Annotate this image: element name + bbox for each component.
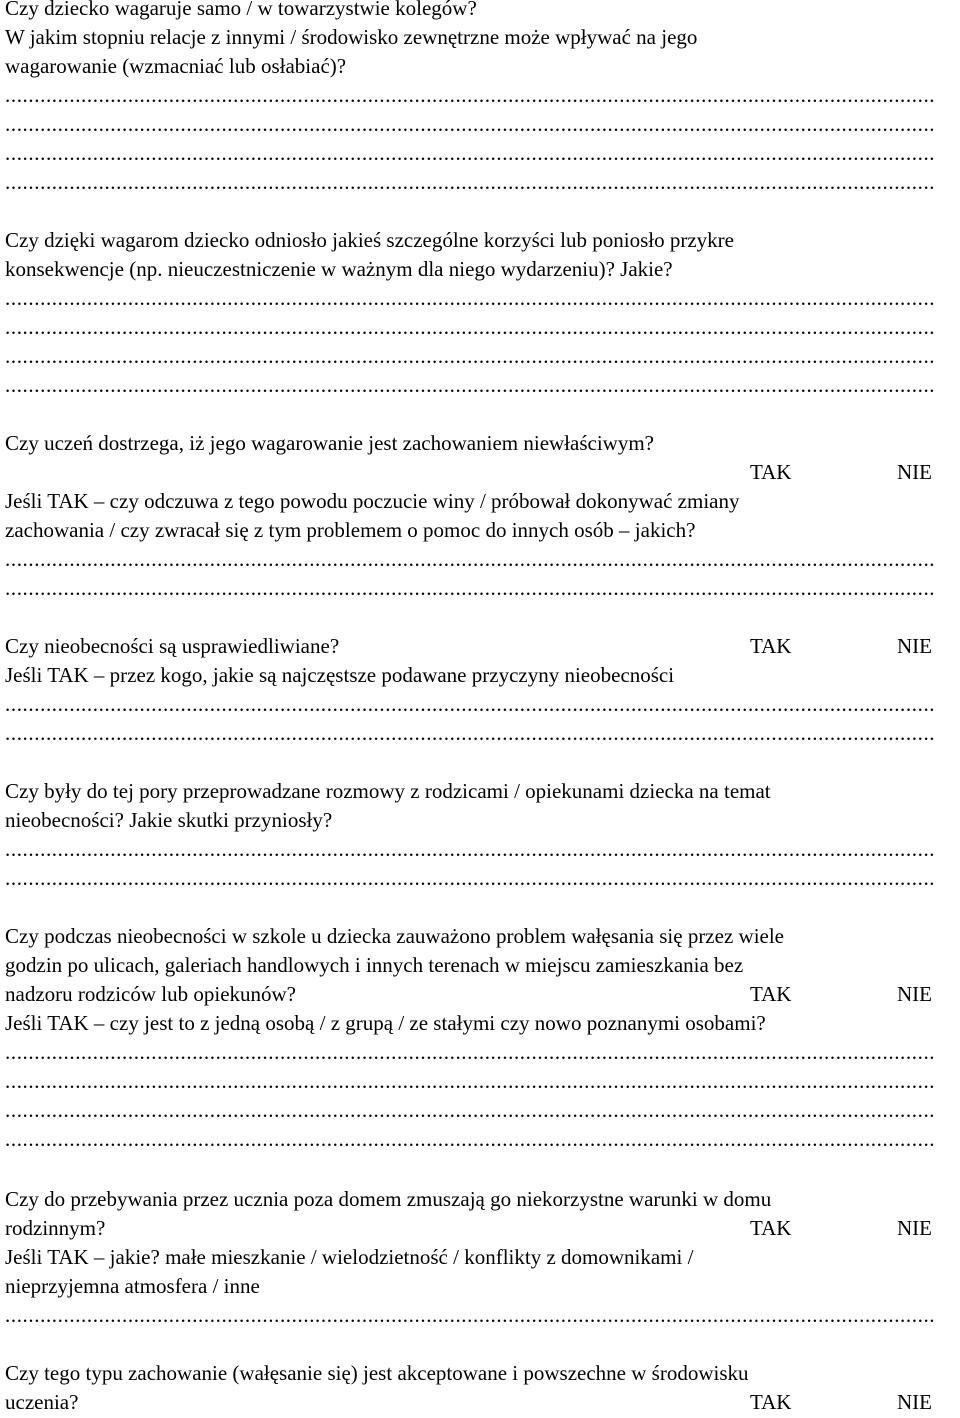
answer-dotted-line[interactable]: ...............................................................................................................................................................: [5, 286, 936, 310]
no-option[interactable]: NIE: [897, 634, 932, 658]
yes-option[interactable]: TAK: [750, 460, 792, 484]
question-text: Czy uczeń dostrzega, iż jego wagarowanie jest zachowaniem niewłaściwym?: [5, 431, 654, 455]
question-text: wagarowanie (wzmacniać lub osłabiać)?: [5, 54, 347, 78]
answer-dotted-line[interactable]: ...............................................................................................................................................................: [5, 1127, 936, 1151]
question-text: godzin po ulicach, galeriach handlowych i innych terenach w miejscu zamieszkania bez: [5, 953, 744, 977]
answer-dotted-line[interactable]: ...............................................................................................................................................................: [5, 692, 936, 716]
question-text: uczenia?: [5, 1390, 79, 1414]
answer-dotted-line[interactable]: ...............................................................................................................................................................: [5, 83, 936, 107]
question-text: Jeśli TAK – czy jest to z jedną osobą / z grupą / ze stałymi czy nowo poznanymi osobami?: [5, 1011, 766, 1035]
yes-option[interactable]: TAK: [750, 634, 792, 658]
answer-dotted-line[interactable]: ...............................................................................................................................................................: [5, 576, 936, 600]
question-text: Czy dzięki wagarom dziecko odniosło jakieś szczególne korzyści lub poniosło przykre: [5, 228, 734, 252]
answer-dotted-line[interactable]: ...............................................................................................................................................................: [5, 866, 936, 890]
question-text: nadzoru rodziców lub opiekunów?: [5, 982, 296, 1006]
question-text: nieobecności? Jakie skutki przyniosły?: [5, 808, 333, 832]
no-option[interactable]: NIE: [897, 1216, 932, 1240]
no-option[interactable]: NIE: [897, 982, 932, 1006]
answer-dotted-line[interactable]: ...............................................................................................................................................................: [5, 1069, 936, 1093]
no-option[interactable]: NIE: [897, 1390, 932, 1414]
question-text: W jakim stopniu relacje z innymi / środowisko zewnętrzne może wpływać na jego: [5, 25, 698, 49]
yes-option[interactable]: TAK: [750, 982, 792, 1006]
question-text: Czy do przebywania przez ucznia poza domem zmuszają go niekorzystne warunki w domu: [5, 1187, 772, 1211]
yes-option[interactable]: TAK: [750, 1216, 792, 1240]
question-text: Czy były do tej pory przeprowadzane rozmowy z rodzicami / opiekunami dziecka na temat: [5, 779, 771, 803]
question-text: Jeśli TAK – czy odczuwa z tego powodu poczucie winy / próbował dokonywać zmiany: [5, 489, 740, 513]
yes-option[interactable]: TAK: [750, 1390, 792, 1414]
answer-dotted-line[interactable]: ...............................................................................................................................................................: [5, 721, 936, 745]
answer-dotted-line[interactable]: ...............................................................................................................................................................: [5, 344, 936, 368]
question-text: zachowania / czy zwracał się z tym problemem o pomoc do innych osób – jakich?: [5, 518, 696, 542]
answer-dotted-line[interactable]: ...............................................................................................................................................................: [5, 373, 936, 397]
no-option[interactable]: NIE: [897, 460, 932, 484]
answer-dotted-line[interactable]: ...............................................................................................................................................................: [5, 547, 936, 571]
question-text: konsekwencje (np. nieuczestniczenie w ważnym dla niego wydarzeniu)? Jakie?: [5, 257, 673, 281]
answer-dotted-line[interactable]: ...............................................................................................................................................................: [5, 315, 936, 339]
answer-dotted-line[interactable]: ...............................................................................................................................................................: [5, 837, 936, 861]
answer-dotted-line[interactable]: ...............................................................................................................................................................: [5, 1098, 936, 1122]
answer-dotted-line[interactable]: ...............................................................................................................................................................: [5, 1040, 936, 1064]
answer-dotted-line[interactable]: ...............................................................................................................................................................: [5, 170, 936, 194]
question-text: Czy tego typu zachowanie (wałęsanie się) jest akceptowane i powszechne w środowisku: [5, 1361, 749, 1385]
question-text: Czy dziecko wagaruje samo / w towarzystwie kolegów?: [5, 0, 477, 20]
question-text: Czy nieobecności są usprawiedliwiane?: [5, 634, 340, 658]
answer-dotted-line[interactable]: ...............................................................................................................................................................: [5, 141, 936, 165]
answer-dotted-line[interactable]: ...............................................................................................................................................................: [5, 112, 936, 136]
question-text: Jeśli TAK – przez kogo, jakie są najczęstsze podawane przyczyny nieobecności: [5, 663, 675, 687]
question-text: nieprzyjemna atmosfera / inne: [5, 1274, 260, 1298]
answer-dotted-line[interactable]: ...............................................................................................................................................................: [5, 1303, 936, 1327]
question-text: Jeśli TAK – jakie? małe mieszkanie / wielodzietność / konflikty z domownikami /: [5, 1245, 694, 1269]
question-text: Czy podczas nieobecności w szkole u dziecka zauważono problem wałęsania się przez wiele: [5, 924, 784, 948]
question-text: rodzinnym?: [5, 1216, 106, 1240]
